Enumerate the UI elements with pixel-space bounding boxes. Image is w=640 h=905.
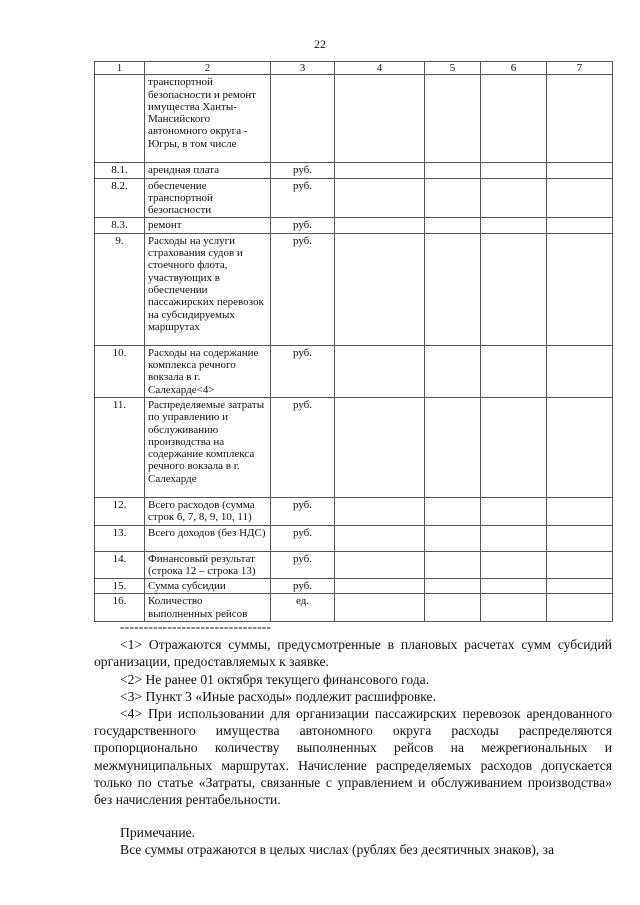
row-unit: ед. <box>271 594 335 622</box>
empty-cell <box>335 75 425 163</box>
row-number <box>95 75 145 163</box>
empty-cell <box>335 579 425 594</box>
row-number: 14. <box>95 551 145 579</box>
expense-table <box>94 61 613 622</box>
empty-cell <box>547 163 613 178</box>
row-name: арендная плата <box>145 163 271 178</box>
empty-cell <box>547 233 613 345</box>
row-name: транспортной безопасности и ремонт имущества Ханты-Мансийского автономного округа - Югры, в том числе <box>145 75 271 163</box>
header-cell: 6 <box>481 62 547 75</box>
row-name: Финансовый результат (строка 12 – строка 13) <box>145 551 271 579</box>
row-number: 10. <box>95 345 145 397</box>
empty-cell <box>547 345 613 397</box>
empty-cell <box>547 397 613 497</box>
row-name: Расходы на содержание комплекса речного вокзала в г. Салехарде<4> <box>145 345 271 397</box>
row-name: ремонт <box>145 218 271 233</box>
empty-cell <box>481 579 547 594</box>
header-cell: 1 <box>95 62 145 75</box>
empty-cell <box>547 178 613 218</box>
row-unit: руб. <box>271 551 335 579</box>
header-cell: 4 <box>335 62 425 75</box>
row-name: Расходы на услуги страхования судов и стоечного флота, участвующих в обеспечении пассажирских перевозок на субсидируемых маршрутах <box>145 233 271 345</box>
row-number: 11. <box>95 397 145 497</box>
empty-cell <box>547 75 613 163</box>
empty-cell <box>481 163 547 178</box>
empty-cell <box>481 397 547 497</box>
empty-cell <box>547 579 613 594</box>
row-number: 8.2. <box>95 178 145 218</box>
empty-cell <box>481 178 547 218</box>
table-header-row <box>95 62 613 75</box>
empty-cell <box>335 525 425 551</box>
row-name: Всего доходов (без НДС) <box>145 525 271 551</box>
footnotes-section <box>94 618 612 859</box>
empty-cell <box>481 345 547 397</box>
row-unit: руб. <box>271 525 335 551</box>
row-unit <box>271 75 335 163</box>
empty-cell <box>335 233 425 345</box>
note-text: Все суммы отражаются в целых числах (рублях без десятичных знаков), за <box>120 842 555 858</box>
table-row <box>95 163 613 178</box>
empty-cell <box>425 579 481 594</box>
empty-cell <box>425 178 481 218</box>
row-name: обеспечение транспортной безопасности <box>145 178 271 218</box>
table-row <box>95 397 613 497</box>
table-row <box>95 178 613 218</box>
table-row <box>95 218 613 233</box>
empty-cell <box>335 397 425 497</box>
row-number: 9. <box>95 233 145 345</box>
footnote-separator: -------------------------------- <box>120 619 272 634</box>
row-number: 8.1. <box>95 163 145 178</box>
empty-cell <box>481 233 547 345</box>
empty-cell <box>425 525 481 551</box>
header-cell: 5 <box>425 62 481 75</box>
row-unit: руб. <box>271 345 335 397</box>
empty-cell <box>547 218 613 233</box>
row-name: Распределяемые затраты по управлению и обслуживанию производства на содержание комплекса речного вокзала в г. Салехарде <box>145 397 271 497</box>
footnote-3: <3> Пункт 3 «Иные расходы» подлежит расшифровке. <box>120 688 436 704</box>
table-row <box>95 75 613 163</box>
empty-cell <box>425 233 481 345</box>
table-row <box>95 497 613 525</box>
row-name: Сумма субсидии <box>145 579 271 594</box>
empty-cell <box>425 397 481 497</box>
footnote-2: <2> Не ранее 01 октября текущего финансового года. <box>120 671 430 687</box>
empty-cell <box>425 75 481 163</box>
empty-cell <box>481 75 547 163</box>
row-name: Всего расходов (сумма строк 6, 7, 8, 9, 10, 11) <box>145 497 271 525</box>
empty-cell <box>425 345 481 397</box>
footnote-1: <1> Отражаются суммы, предусмотренные в плановых расчетах сумм субсидий организации, предоставляемых к заявке. <box>94 637 612 670</box>
row-unit: руб. <box>271 218 335 233</box>
row-number: 15. <box>95 579 145 594</box>
empty-cell <box>335 345 425 397</box>
empty-cell <box>335 163 425 178</box>
row-unit: руб. <box>271 178 335 218</box>
empty-cell <box>481 497 547 525</box>
row-unit: руб. <box>271 579 335 594</box>
footnote-4: <4> При использовании для организации пассажирских перевозок арендованного государственного имущества автономного округа расходы распределяются пропорционально количеству выполненных рейсов на межрегиональных и межмуниципальных маршрутах. Начисление распределяемых расходов допускается только по статье «Затраты, связанные с управлением и обслуживанием производства» без начисления рентабельности. <box>94 706 612 808</box>
empty-cell <box>547 551 613 579</box>
empty-cell <box>335 551 425 579</box>
table-row <box>95 233 613 345</box>
empty-cell <box>547 497 613 525</box>
empty-cell <box>425 218 481 233</box>
header-cell: 7 <box>547 62 613 75</box>
row-number: 13. <box>95 525 145 551</box>
row-unit: руб. <box>271 163 335 178</box>
row-number: 16. <box>95 594 145 622</box>
empty-cell <box>425 163 481 178</box>
table-row <box>95 579 613 594</box>
empty-cell <box>425 497 481 525</box>
empty-cell <box>481 525 547 551</box>
empty-cell <box>335 178 425 218</box>
empty-cell <box>481 218 547 233</box>
row-name: Количество выполненных рейсов <box>145 594 271 622</box>
header-cell: 2 <box>145 62 271 75</box>
page-number: 22 <box>314 37 326 51</box>
row-unit: руб. <box>271 497 335 525</box>
note-title: Примечание. <box>120 825 196 841</box>
empty-cell <box>335 497 425 525</box>
table-row <box>95 345 613 397</box>
empty-cell <box>335 218 425 233</box>
row-number: 8.3. <box>95 218 145 233</box>
empty-cell <box>547 525 613 551</box>
empty-cell <box>425 551 481 579</box>
table-row <box>95 551 613 579</box>
row-unit: руб. <box>271 233 335 345</box>
empty-cell <box>481 551 547 579</box>
table-row <box>95 525 613 551</box>
row-number: 12. <box>95 497 145 525</box>
header-cell: 3 <box>271 62 335 75</box>
row-unit: руб. <box>271 397 335 497</box>
